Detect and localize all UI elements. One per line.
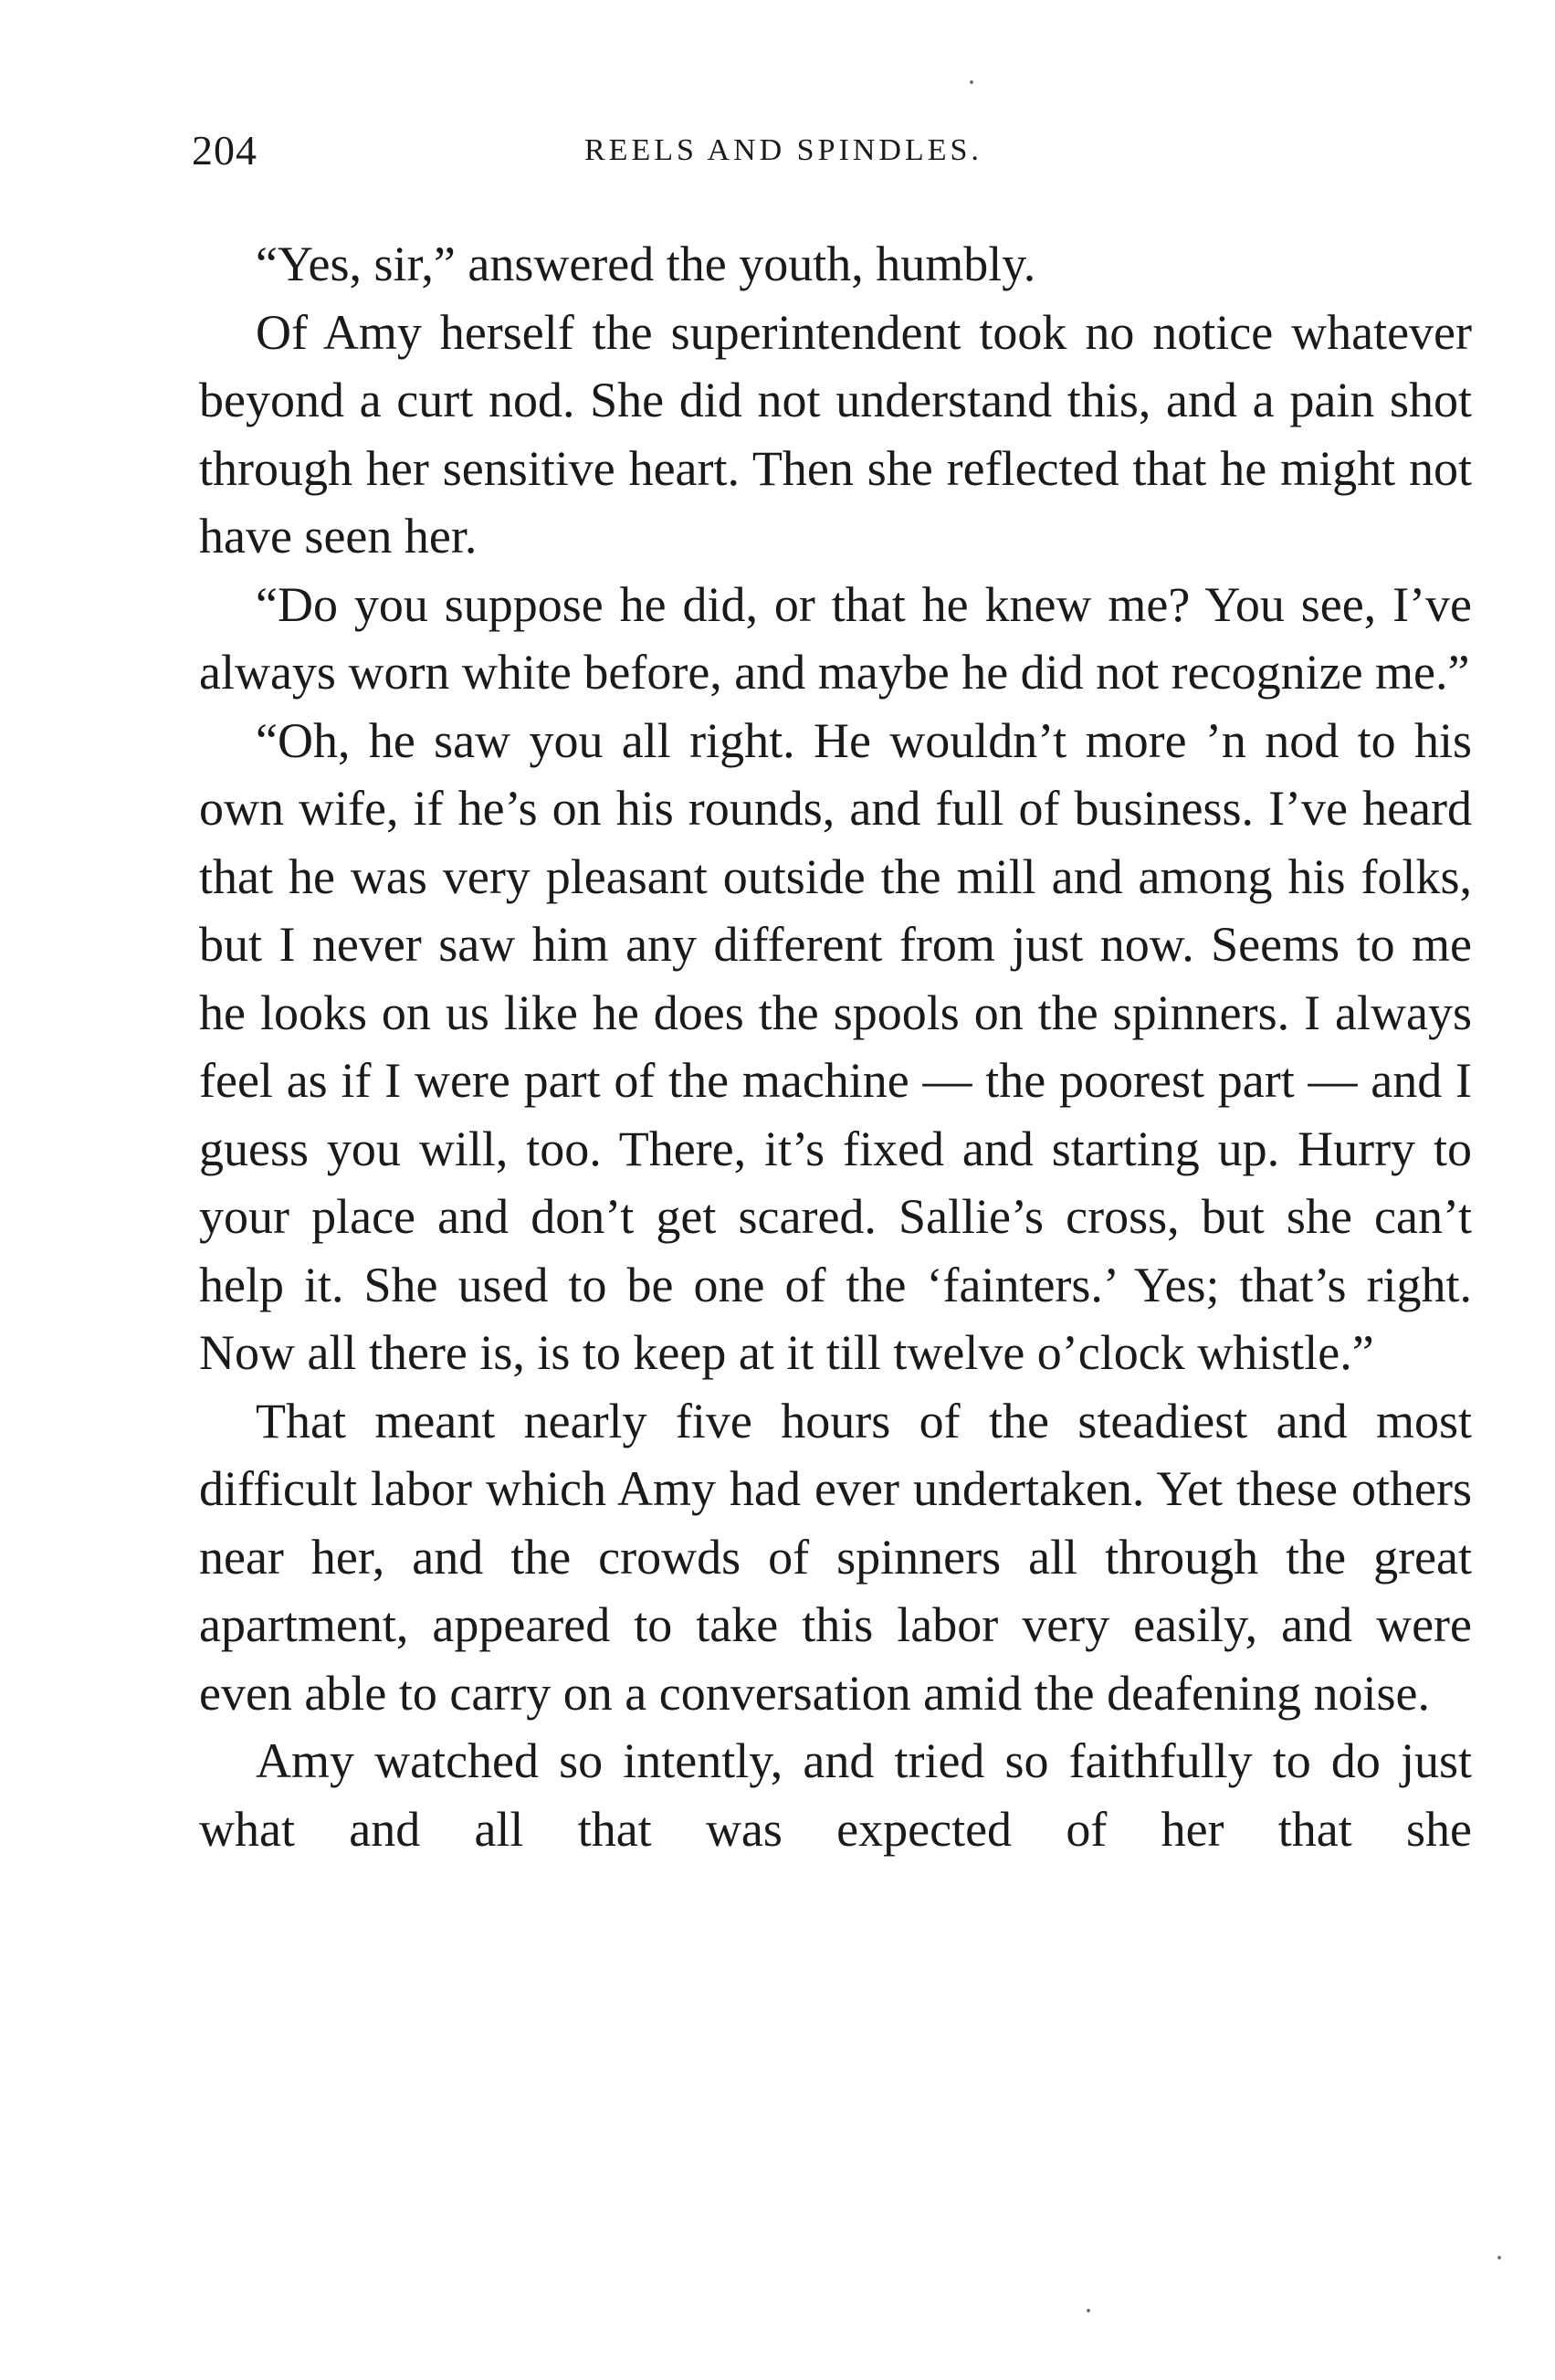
paragraph-1: “Yes, sir,” answered the youth, humbly. bbox=[256, 237, 1036, 291]
print-speck bbox=[1087, 2309, 1090, 2312]
running-head bbox=[192, 126, 1470, 181]
body-text bbox=[199, 230, 1472, 1863]
page-number: 204 bbox=[192, 127, 257, 174]
print-speck bbox=[1497, 2256, 1501, 2259]
paragraph-6: Amy watched so intently, and tried so faithfully to do just what and all that was expected of her that she bbox=[199, 1733, 1472, 1857]
paragraph-2: Of Amy herself the superintendent took no notice whatever beyond a curt nod. She did not understand this, and a pain shot through her sensitive heart. Then she reflected that he might not have seen her. bbox=[199, 304, 1472, 563]
running-title: REELS AND SPINDLES. bbox=[584, 133, 982, 167]
paragraph-5: That meant nearly five hours of the steadiest and most difficult labor which Amy had ever undertaken. Yet these others near her, and the crowds of spinners all through the great apartment, appeared to take this labor very easily, and were even able to carry on a conversation amid the deafening noise. bbox=[199, 1393, 1472, 1721]
paragraph-4: “Oh, he saw you all right. He wouldn’t more ’n nod to his own wife, if he’s on his rounds, and full of business. I’ve heard that he was very pleasant outside the mill and among his folks, but I never saw him any different from just now. Seems to me he looks on us like he does the spools on the spinners. I always feel as if I were part of the machine — the poorest part — and I guess you will, too. There, it’s fixed and starting up. Hurry to your place and don’t get scared. Sallie’s cross, but she can’t help it. She used to be one of the ‘fainters.’ Yes; that’s right. Now all there is, is to keep at it till twelve o’clock whistle.” bbox=[199, 712, 1472, 1380]
paragraph-3: “Do you suppose he did, or that he knew me? You see, I’ve always worn white before, and maybe he did not recognize me.” bbox=[199, 576, 1472, 700]
print-speck bbox=[970, 80, 973, 84]
